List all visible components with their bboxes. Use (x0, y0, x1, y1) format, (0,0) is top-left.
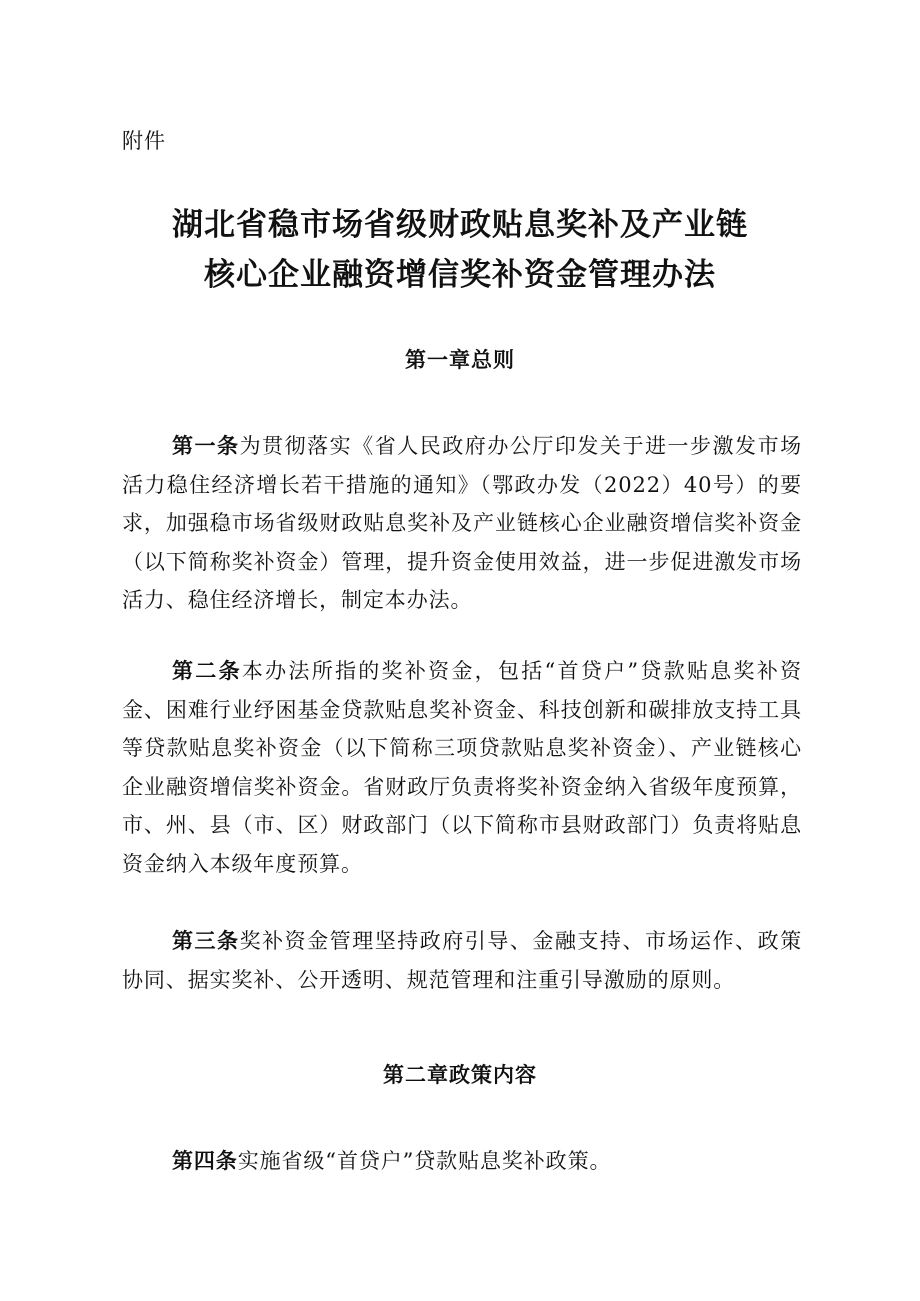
attachment-label: 附件 (122, 129, 166, 153)
article-3-text: 奖补资金管理坚持政府引导、金融支持、市场运作、政策协同、据实奖补、公开透明、规范管理和注重引导激励的原则。 (122, 929, 803, 992)
article-3 (122, 922, 802, 999)
article-3-label: 第三条 (172, 929, 240, 953)
chapter-heading-policy-content: 第二章政策内容 (383, 1063, 537, 1087)
article-1-text: 为贯彻落实《省人民政府办公厅印发关于进一步激发市场活力稳住经济增长若干措施的通知》（鄂政办发（2022）40号）的要求，加强稳市场省级财政贴息奖补及产业链核心企业融资增信奖补资金（以下简称奖补资金）管理，提升资金使用效益，进一步促进激发市场活力、稳住经济增长，制定本办法。 (122, 434, 803, 612)
article-2-label: 第二条 (172, 659, 242, 683)
chapter-heading-general: 第一章总则 (405, 348, 515, 372)
article-1-label: 第一条 (172, 434, 240, 458)
document-title (100, 200, 820, 300)
article-4 (122, 1142, 802, 1181)
article-2 (122, 652, 802, 883)
article-1 (122, 427, 802, 620)
article-4-label: 第四条 (172, 1149, 238, 1173)
article-2-text: 本办法所指的奖补资金，包括“首贷户”贷款贴息奖补资金、困难行业纾困基金贷款贴息奖补资金、科技创新和碳排放支持工具等贷款贴息奖补资金（以下简称三项贷款贴息奖补资金）、产业链核心企业融资增信奖补资金。省财政厅负责将奖补资金纳入省级年度预算，市、州、县（市、区）财政部门（以下简称市县财政部门）负责将贴息资金纳入本级年度预算。 (122, 659, 802, 876)
document-title-line-1: 湖北省稳市场省级财政贴息奖补及产业链 (172, 207, 748, 243)
article-4-text: 实施省级“首贷户”贷款贴息奖补政策。 (237, 1149, 612, 1173)
document-title-line-2: 核心企业融资增信奖补资金管理办法 (204, 257, 716, 293)
